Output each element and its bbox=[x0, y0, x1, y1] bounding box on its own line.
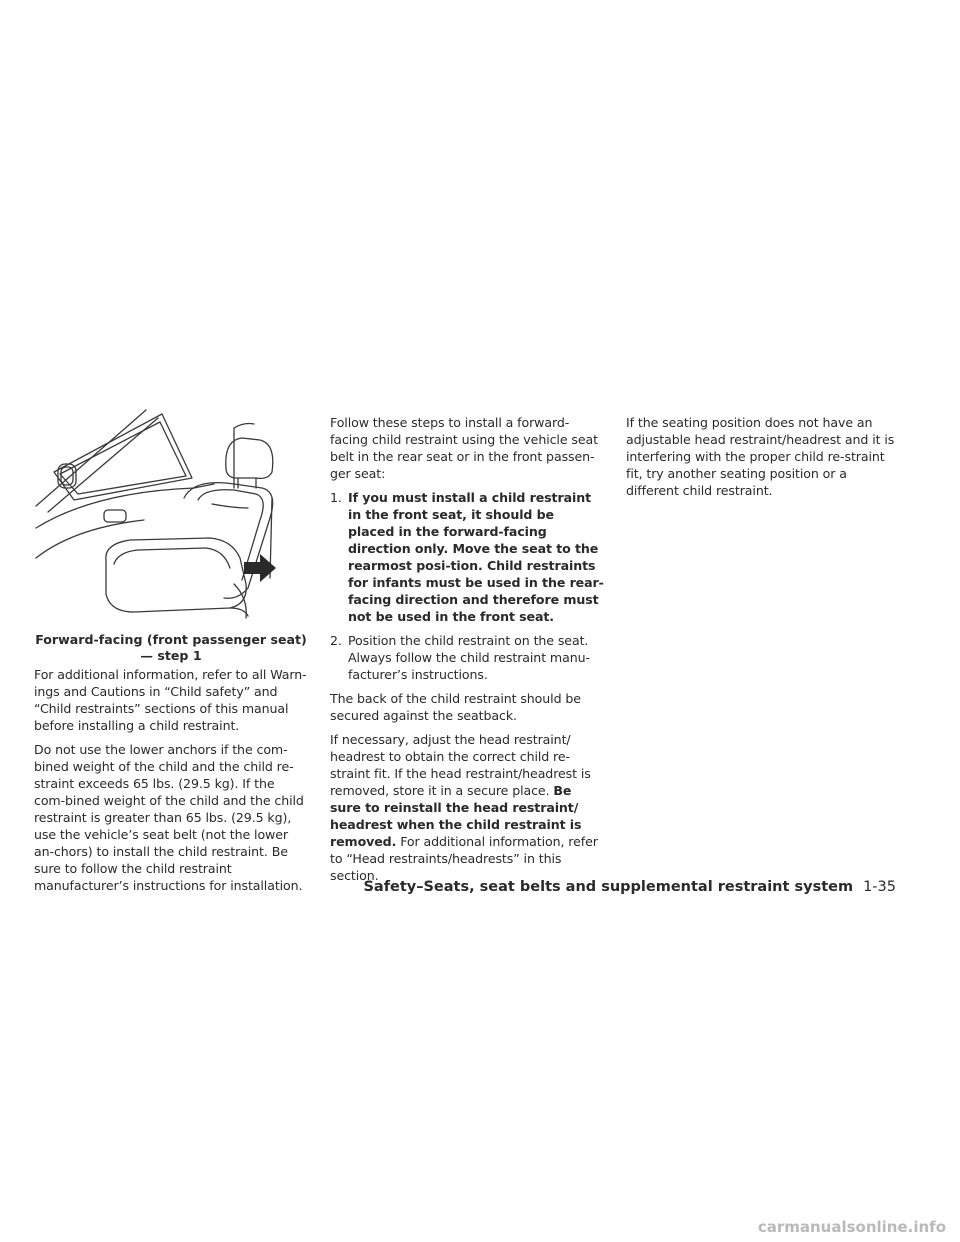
paragraph-seating-position: If the seating position does not have an adjustable head restraint/headrest and it is interfering with the proper child re-straint fit, try another seating position or a different child restraint. bbox=[626, 415, 895, 498]
step-2-text: Position the child restraint on the seat. Always follow the child restraint manu-facturer’s instructions. bbox=[348, 633, 590, 682]
caption-line-1: Forward-facing (front passenger seat) bbox=[35, 632, 307, 647]
column-3 bbox=[626, 414, 900, 506]
watermark: carmanualsonline.info bbox=[757, 1218, 946, 1236]
seat-illustration bbox=[34, 408, 308, 620]
column-2 bbox=[330, 414, 604, 891]
column-1 bbox=[34, 666, 308, 901]
step-1 bbox=[330, 489, 604, 625]
step-2-paragraph-2: The back of the child restraint should be secured against the seatback. bbox=[330, 691, 581, 723]
step-2-paragraph-3 bbox=[330, 731, 604, 884]
paragraph-intro: Follow these steps to install a forward-facing child restraint using the vehicle seat belt in the rear seat or in the front passen-ger seat: bbox=[330, 415, 598, 481]
paragraph-lower-anchors: Do not use the lower anchors if the com-bined weight of the child and the child re-straint exceeds 65 lbs. (29.5 kg). If the com-bined weight of the child and the child restraint is greater than 65 lbs. (29.5 kg), use the vehicle’s seat belt (not the lower an-chors) to install the child restraint. Be sure to follow the child restraint manufacturer’s instructions for installation. bbox=[34, 742, 304, 893]
step-1-number: 1. bbox=[330, 490, 342, 505]
step-2-number: 2. bbox=[330, 633, 342, 648]
step-2-p3-bold: Be sure to reinstall the head restraint/ headrest when the child restraint is removed. bbox=[330, 783, 582, 849]
step-2-p3-part-c: For additional information, refer to “Head restraints/headrests” in this section. bbox=[330, 834, 598, 883]
footer-section-title: Safety–Seats, seat belts and supplemental restraint system bbox=[363, 879, 854, 895]
page-number: 1-35 bbox=[863, 879, 896, 895]
step-2-p3-part-a: If necessary, adjust the head restraint/ headrest to obtain the correct child re-straint fit. If the head restraint/headrest is removed, store it in a secure place. bbox=[330, 732, 591, 798]
step-1-text: If you must install a child restraint in the front seat, it should be placed in the forward-facing direction only. Move the seat to the rearmost posi-tion. Child restraints for infants must be used in the rear-facing direction and therefore must not be used in the front seat. bbox=[348, 490, 604, 624]
page-footer bbox=[363, 878, 896, 896]
caption-line-2: — step 1 bbox=[140, 648, 202, 663]
paragraph-additional-info: For additional information, refer to all Warn-ings and Cautions in “Child safety” and “Child restraints” sections of this manual before installing a child restraint. bbox=[34, 667, 307, 733]
figure-caption bbox=[34, 632, 308, 664]
step-2 bbox=[330, 632, 604, 683]
